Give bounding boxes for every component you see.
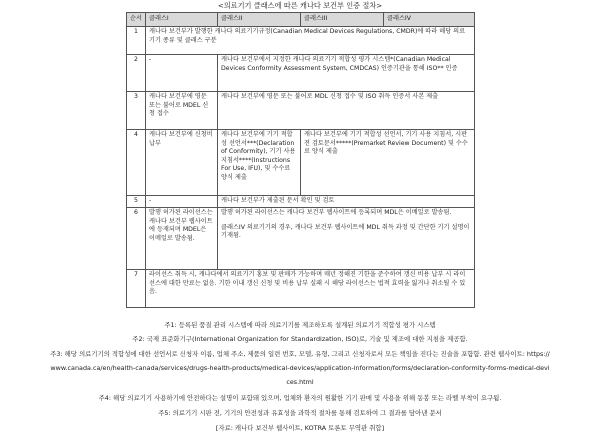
row-text: 캐나다 보건부에 영문 또는 불어로 MDL 신청 접수 및 ISO 취득 인증서 사본 제출 <box>218 92 475 130</box>
row-number: 3 <box>127 92 146 130</box>
table-row <box>127 27 475 55</box>
table-row <box>127 196 475 208</box>
row-number: 7 <box>127 270 146 308</box>
table-title: <의료기기 클래스에 따른 캐나다 보건부 인증 절차> <box>217 1 383 10</box>
row-class-3-4-text: 캐나다 보건부에 기기 적합성 선언서, 기기 사용 지침서, 시판 전 검토문서*****(Premarket Review Document) 및 수수료 양식 제출 <box>301 130 475 196</box>
row-class-1-text: - <box>146 55 218 92</box>
header-class-1: 클래스I <box>146 13 218 27</box>
row-number: 4 <box>127 130 146 196</box>
row-text-group <box>218 208 475 270</box>
row-class-1-text: 캐나다 보건부에 신청비 납부 <box>146 130 218 196</box>
row-text-class-4: 클래스IV 의료기기의 경우, 캐나다 보건부 웹사이트에 MDL 취득 과정 및 간단한 기기 설명이 기재됨. <box>221 223 470 240</box>
row-class-1-text: 발행 허가된 라이선스는 캐나다 보건부 웹사이트에 등재되며 MDEL은 이메일로 발송됨. <box>146 208 218 270</box>
row-text: 캐나다 보건부에서 지정한 캐나다 의료기기 적합성 평가 시스템*(Canadian Medical Devices Conformity Assessment System, CMDCAS) 인증기관을 통해 ISO** 인증 <box>218 55 475 92</box>
row-number: 5 <box>127 196 146 208</box>
header-order: 순서 <box>127 13 146 27</box>
table-row <box>127 208 475 270</box>
table-row <box>127 270 475 308</box>
table-row <box>127 130 475 196</box>
table-row <box>127 55 475 92</box>
footnote-1: 주1: 등록된 품질 관리 시스템에 따라 의료기기를 제조하도록 설계된 의료기기 적합성 평가 시스템 <box>164 321 436 329</box>
footnote-5: 주5: 의료기기 시판 전, 기기의 안전성과 유효성을 과학적 절차를 통해 검토하여 그 결과를 담아낸 문서 <box>158 409 442 417</box>
row-text: 캐나다 보건부가 발행한 캐나다 의료기기규정(Canadian Medical Devices Regulations, CMDR)에 따라 해당 의료기기 종류 및 클래스 구분 <box>146 27 475 55</box>
row-text: 발행 허가된 라이선스는 캐나다 보건부 웹사이트에 등록되며 MDL은 이메일로 발송됨. <box>221 209 452 216</box>
footnote-2: 주2: 국제 표준화기구(International Organization for Standardization, ISO)로, 기술 및 제조에 대한 지침을 제공함. <box>132 335 468 343</box>
row-class-2-text: 캐나다 보건부에 기기 적합성 선언서***(Declaration of Conformity), 기기 사용 지침서****(Instructions For Use, IFU), 및 수수료 양식 제출 <box>218 130 301 196</box>
row-class-1-text: - <box>146 196 218 208</box>
row-class-1-text: 캐나다 보건부에 영문 또는 불어로 MDEL 신청 접수 <box>146 92 218 130</box>
certification-procedure-table <box>126 12 475 308</box>
row-text: 라이선스 취득 시, 캐나다에서 의료기기 홍보 및 판매가 가능하며 매년 정해진 기한을 준수하여 갱신 비용 납부 시 라이선스에 대한 만료는 없음. 기한 이내 갱신 신청 및 비용 납부 실패 시 해당 라이선스는 법적 효력을 잃거나 취소될 수 있음. <box>146 270 475 308</box>
footnote-3-line-3: ces.html <box>286 378 314 386</box>
footnote-3-line-1: 주3: 해당 의료기기의 적합성에 대한 선언서로 신청자 이름, 업체 주소, 제품의 일련 번호, 모델, 유형, 그리고 신청자로서 모든 책임을 진다는 진술을 포함함. 관련 웹사이트: https:// <box>50 350 550 358</box>
header-class-2: 클래스II <box>218 13 301 27</box>
row-number: 6 <box>127 208 146 270</box>
table-row <box>127 92 475 130</box>
table-header-row <box>127 13 475 27</box>
row-text: 캐나다 보건부가 제출된 문서 확인 및 검토 <box>218 196 475 208</box>
header-class-4: 클래스IV <box>384 13 475 27</box>
header-class-3: 클래스III <box>301 13 384 27</box>
footnote-4: 주4: 해당 의료기기 사용하기에 안전하다는 설명이 포함돼 있으며, 업체와 환자의 원활한 기기 판매 및 사용을 위해 동봉 또는 라벨 부착이 요구됨. <box>98 394 502 402</box>
footnote-3-line-2: www.canada.ca/en/health-canada/services/drugs-health-products/medical-devices/application-information/forms/declaration-conformity-forms-medical-devi <box>50 364 550 372</box>
row-number: 2 <box>127 55 146 92</box>
row-number: 1 <box>127 27 146 55</box>
source-note: [자료: 캐나다 보건부 웹사이트, KOTRA 토론토 무역관 취합] <box>215 424 385 432</box>
